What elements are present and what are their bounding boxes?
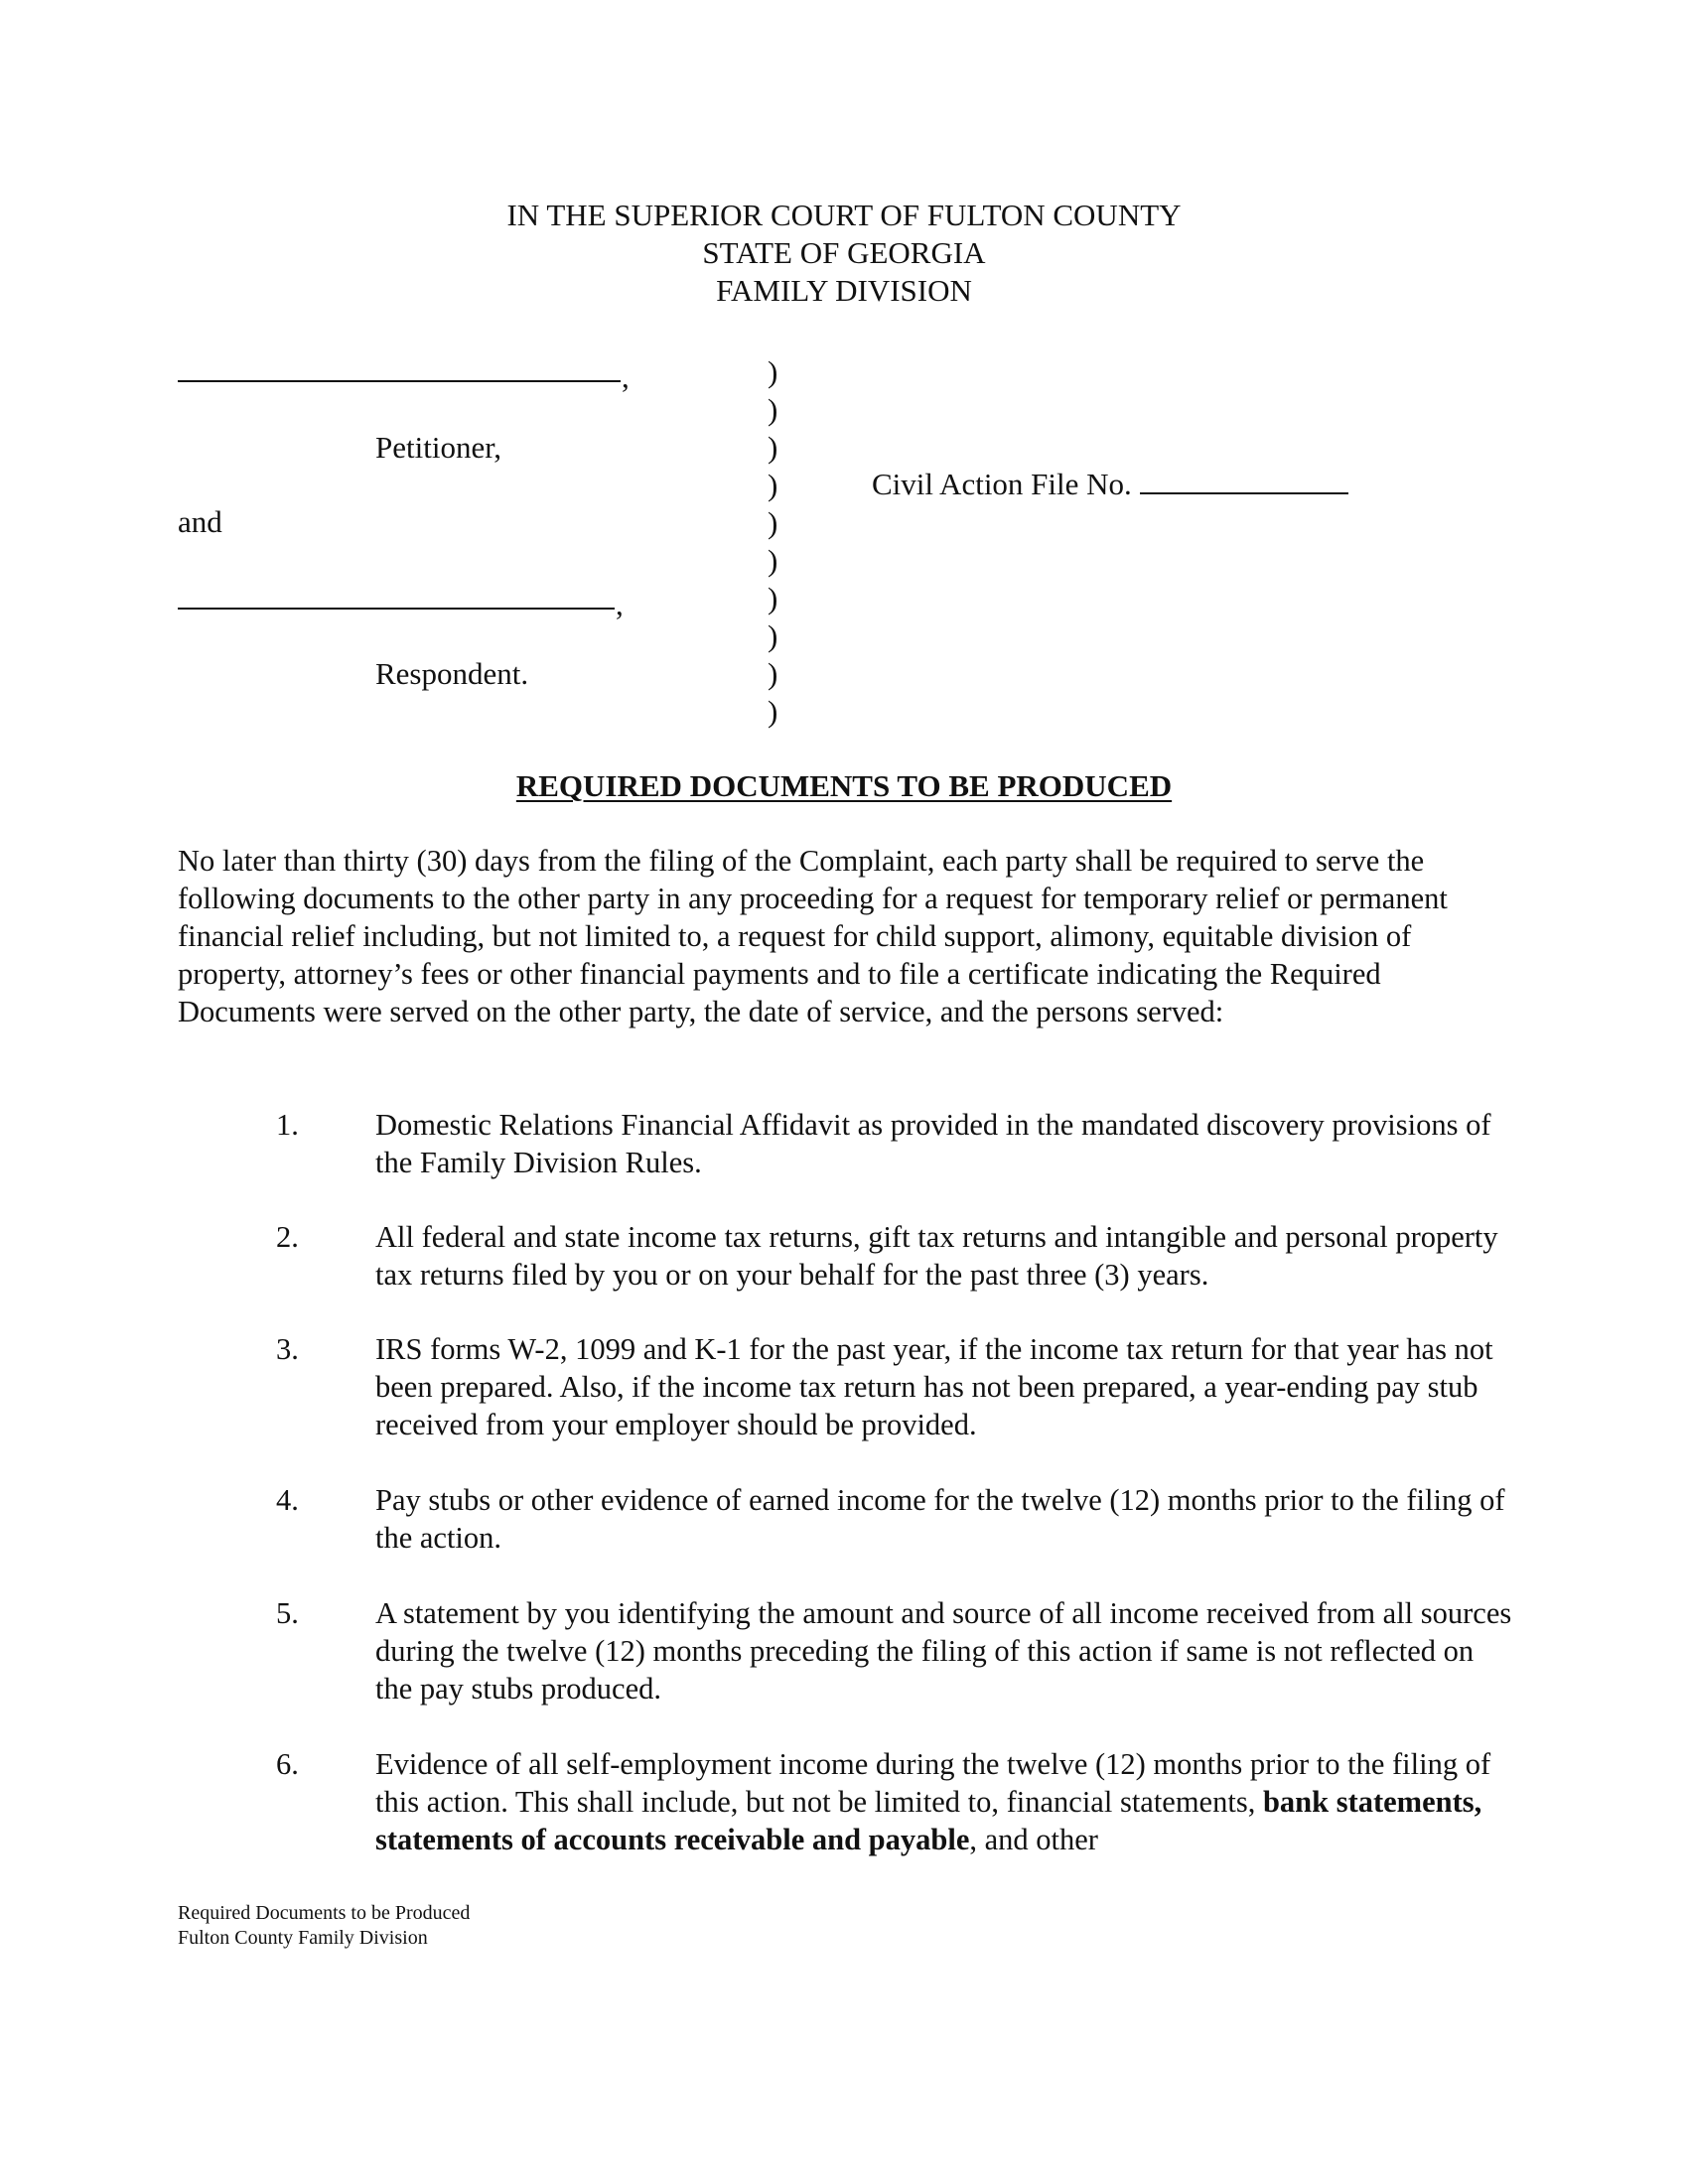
list-item-text: IRS forms W-2, 1099 and K-1 for the past year, if the income tax return for that year has not been prepared. Also, if the income tax return has not been prepared, a year-ending pay stub received from your employer should be provided. [375,1332,1493,1441]
list-item-number: 2. [276,1220,299,1254]
caption-paren: ) [768,581,778,615]
footer-line-1: Required Documents to be Produced [178,1902,471,1924]
caption-paren: ) [768,354,778,389]
case-caption [0,0,1688,754]
respondent-label: Respondent. [375,656,529,691]
list-item-text-part: , and other [969,1823,1098,1856]
list-item-number: 3. [276,1332,299,1366]
list-item-text: Pay stubs or other evidence of earned income for the twelve (12) months prior to the filing of the action. [375,1483,1505,1555]
petitioner-comma: , [622,359,630,394]
list-item-text: Domestic Relations Financial Affidavit as provided in the mandated discovery provisions of the Family Division Rules. [375,1108,1491,1179]
and-label: and [178,504,222,539]
document-title-text: REQUIRED DOCUMENTS TO BE PRODUCED [515,768,1173,803]
caption-paren: ) [768,430,778,465]
list-item-text-part: Evidence of all self-employment income during the twelve (12) months prior to the filing of this action. This shall include, but not be limited to, financial statements, [375,1747,1491,1819]
respondent-comma: , [616,587,624,621]
petitioner-label: Petitioner, [375,430,502,465]
court-header-line-3: FAMILY DIVISION [716,273,972,308]
list-item-text-bold: bank statements, statements of accounts receivable and payable [375,1785,1482,1856]
intro-paragraph: No later than thirty (30) days from the filing of the Complaint, each party shall be required to serve the following documents to the other party in any proceeding for a request for temporary relief or permanent financial relief including, but not limited to, a request for child support, alimony, equitable division of property, attorney’s fees or other financial payments and to file a certificate indicating the Required Documents were served on the other party, the date of service, and the persons served: [178,844,1448,1028]
civil-action-label: Civil Action File No. [872,467,1132,501]
list-item-text: All federal and state income tax returns, gift tax returns and intangible and personal property tax returns filed by you or on your behalf for the past three (3) years. [375,1220,1498,1292]
list-item-text [375,1745,1517,1858]
list-item-number: 1. [276,1108,299,1142]
civil-action-file-no [872,466,1348,503]
court-header-line-1: IN THE SUPERIOR COURT OF FULTON COUNTY [506,198,1182,232]
court-header-line-2: STATE OF GEORGIA [702,235,986,270]
list-item-number: 5. [276,1596,299,1630]
caption-paren: ) [768,505,778,540]
petitioner-name-blank [178,380,621,382]
caption-paren: ) [768,694,778,729]
civil-action-number-blank [1140,492,1348,494]
caption-paren: ) [768,392,778,427]
caption-paren: ) [768,543,778,578]
caption-paren-column [768,353,777,731]
list-item-text: A statement by you identifying the amount and source of all income received from all sources during the twelve (12) months preceding the filing of this action if same is not reflected on the pay stubs produced. [375,1596,1512,1706]
list-item-number: 6. [276,1747,299,1781]
list-item-number: 4. [276,1483,299,1517]
document-title [0,767,1688,805]
caption-paren: ) [768,656,778,691]
caption-paren: ) [768,618,778,653]
caption-paren: ) [768,468,778,502]
respondent-name-blank [178,608,615,610]
footer-line-2: Fulton County Family Division [178,1927,428,1949]
page-footer [178,1901,470,1951]
